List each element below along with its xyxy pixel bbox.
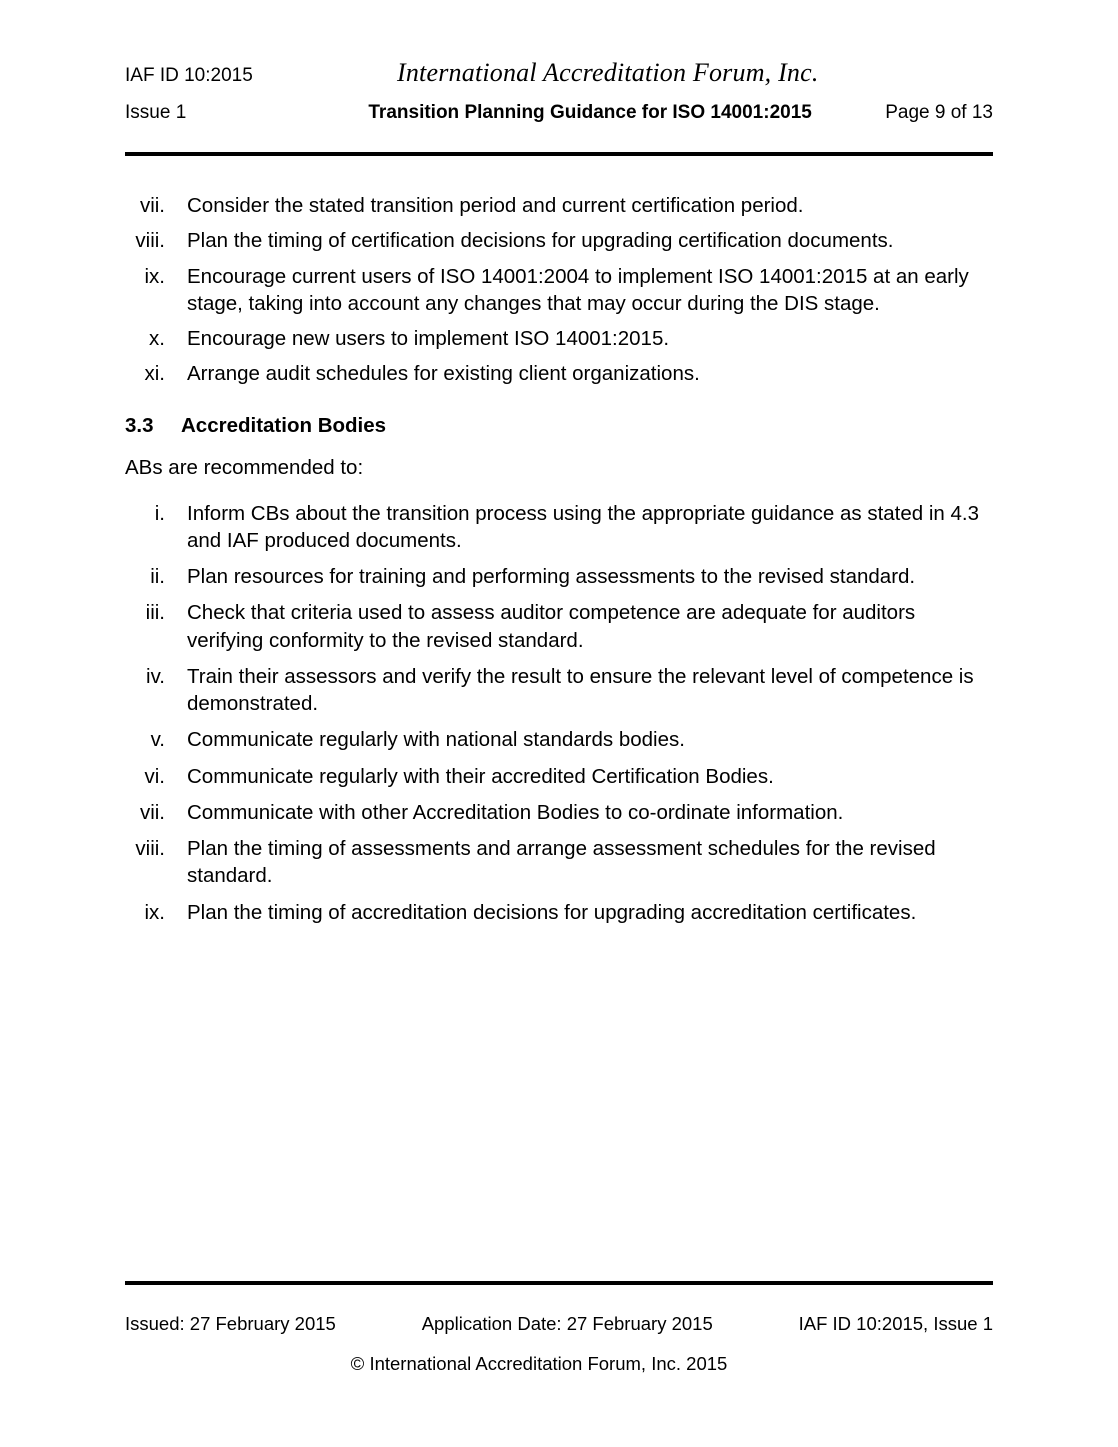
application-date: Application Date: 27 February 2015 bbox=[421, 1313, 713, 1334]
list-item bbox=[125, 563, 993, 590]
list-item bbox=[125, 799, 993, 826]
list-item bbox=[125, 325, 993, 352]
issue-label: Issue 1 bbox=[125, 102, 187, 123]
list-text: Consider the stated transition period and current certification period. bbox=[187, 194, 804, 217]
list-item bbox=[125, 663, 993, 718]
list-item bbox=[125, 726, 993, 753]
footer-row bbox=[125, 1313, 993, 1335]
list-text: Plan the timing of certification decisions for upgrading certification documents. bbox=[187, 229, 894, 253]
list-marker: vi. bbox=[144, 764, 165, 788]
page-content bbox=[125, 192, 993, 935]
list-marker: vii. bbox=[139, 194, 165, 217]
issued-date: Issued: 27 February 2015 bbox=[125, 1313, 336, 1334]
list-marker: viii. bbox=[135, 837, 165, 860]
list-text: Plan resources for training and performing assessments to the revised standard. bbox=[187, 565, 916, 588]
header-row-top bbox=[125, 58, 993, 88]
list-text: Plan the timing of assessments and arrange assessment schedules for the revised standard. bbox=[187, 837, 936, 888]
section-number: 3.3 bbox=[125, 413, 154, 437]
list-text: Encourage current users of ISO 14001:2004 to implement ISO 14001:2015 at an early stage, taking into account any changes that may occur during the DIS stage. bbox=[187, 264, 969, 315]
header-row-bottom bbox=[125, 102, 993, 124]
section-heading bbox=[125, 414, 993, 438]
document-title: Transition Planning Guidance for ISO 14001:2015 bbox=[368, 102, 812, 123]
list-text: Encourage new users to implement ISO 14001:2015. bbox=[187, 327, 670, 350]
section-title: Accreditation Bodies bbox=[181, 413, 387, 437]
document-id: IAF ID 10:2015 bbox=[125, 65, 253, 86]
list-item bbox=[125, 360, 993, 387]
list-marker: ix. bbox=[144, 264, 165, 288]
list-marker: i. bbox=[154, 501, 165, 525]
list-item bbox=[125, 192, 993, 219]
list-item bbox=[125, 899, 993, 926]
list-item bbox=[125, 227, 993, 254]
list-marker: viii. bbox=[135, 229, 165, 253]
list-text: Train their assessors and verify the result to ensure the relevant level of competence is demonstrated. bbox=[187, 664, 974, 715]
list-item bbox=[125, 263, 993, 318]
continued-list bbox=[125, 192, 993, 388]
list-item bbox=[125, 763, 993, 790]
list-text: Communicate with other Accreditation Bodies to co-ordinate information. bbox=[187, 800, 844, 824]
list-marker: x. bbox=[149, 327, 165, 350]
copyright-notice: © International Accreditation Forum, Inc. 2015 bbox=[350, 1353, 728, 1374]
section-lead-in: ABs are recommended to: bbox=[125, 455, 364, 479]
header-divider bbox=[125, 152, 993, 156]
footer-divider bbox=[125, 1281, 993, 1285]
page-header bbox=[125, 58, 993, 124]
list-marker: ix. bbox=[144, 900, 165, 924]
list-item bbox=[125, 599, 993, 654]
accreditation-bodies-list bbox=[125, 500, 993, 926]
list-text: Check that criteria used to assess auditor competence are adequate for auditors verifying conformity to the revised standard. bbox=[187, 601, 916, 652]
list-marker: iv. bbox=[146, 664, 165, 688]
list-text: Communicate regularly with their accredited Certification Bodies. bbox=[187, 764, 774, 788]
list-text: Arrange audit schedules for existing client organizations. bbox=[187, 362, 700, 386]
list-item bbox=[125, 835, 993, 890]
document-reference: IAF ID 10:2015, Issue 1 bbox=[798, 1313, 993, 1334]
list-marker: xi. bbox=[144, 362, 165, 386]
list-marker: v. bbox=[150, 728, 165, 752]
list-item bbox=[125, 500, 993, 555]
list-text: Communicate regularly with national standards bodies. bbox=[187, 728, 685, 752]
organization-title: International Accreditation Forum, Inc. bbox=[397, 58, 819, 87]
list-text: Inform CBs about the transition process using the appropriate guidance as stated in 4.3 and IAF produced documents. bbox=[187, 501, 980, 552]
page-footer bbox=[125, 1313, 993, 1375]
list-marker: ii. bbox=[150, 565, 165, 588]
list-marker: vii. bbox=[139, 800, 165, 824]
list-text: Plan the timing of accreditation decisions for upgrading accreditation certificates. bbox=[187, 900, 917, 924]
page-number: Page 9 of 13 bbox=[885, 102, 993, 123]
list-marker: iii. bbox=[145, 601, 165, 625]
